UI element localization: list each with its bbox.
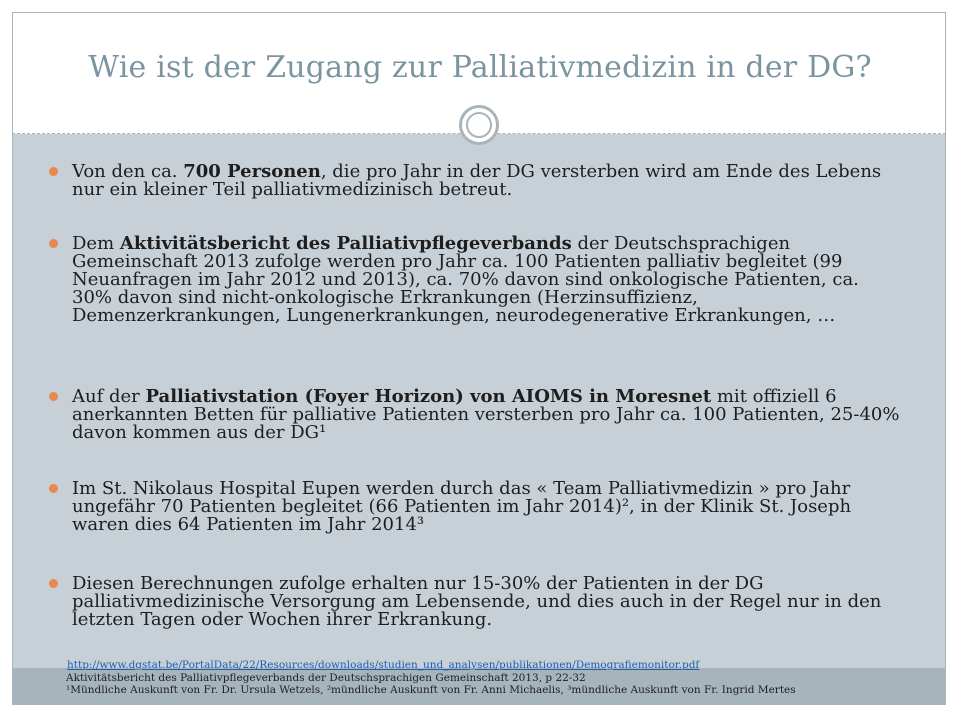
bullet-dot-icon [49, 579, 58, 588]
bullet-run: Auf der [72, 386, 146, 407]
bullet-item [72, 235, 900, 325]
bullet-text [72, 386, 899, 443]
bullet-text [72, 573, 881, 630]
bullet-run: Dem [72, 233, 120, 254]
bullet-dot-icon [49, 167, 58, 176]
bullet-text [72, 478, 851, 535]
source-citation: Aktivitätsbericht des Palliativpflegeverbands der Deutschsprachigen Gemeinschaft 2013, p 22-32 [66, 671, 586, 684]
footer-references [66, 659, 936, 697]
bullet-text [72, 161, 881, 200]
bullet-run: Im St. Nikolaus Hospital Eupen werden durch das « Team Palliativmedizin » pro Jahr ungefähr 70 Patienten begleitet (66 Patienten im Jahr 2014)², in der Klinik St. Joseph waren dies 64 Patienten im Jahr 2014³ [72, 478, 852, 535]
slide-title: Wie ist der Zugang zur Palliativmedizin in der DG? [88, 50, 872, 85]
bullet-item [72, 575, 900, 629]
bullet-dot-icon [49, 484, 58, 493]
bullet-emphasis: Aktivitätsbericht des Palliativpflegeverbands [119, 233, 572, 254]
bullet-run: Diesen Berechnungen zufolge erhalten nur 15-30% der Patienten in der DG palliativmedizinische Versorgung am Lebensende, und dies auch in der Regel nur in den letzten Tagen oder Wochen ihrer Erkrankung. [72, 573, 882, 630]
bullet-dot-icon [49, 392, 58, 401]
bullet-text [72, 233, 859, 326]
bullet-run: der Deutschsprachigen Gemeinschaft 2013 zufolge werden pro Jahr ca. 100 Patienten palliativ begleitet (99 Neuanfragen im Jahr 2012 und 2013), ca. 70% davon sind onkologische Patienten, ca. 30% davon sind nicht-onkologische Erkrankungen (Herzinsuffizienz, Demenzerkrankungen, Lungenerkrankungen, neurodegenerative Erkrankungen, … [72, 233, 859, 326]
source-link[interactable]: http://www.dgstat.be/PortalData/22/Resources/downloads/studien_und_analysen/publikationen/Demografiemonitor.pdf [67, 659, 700, 671]
bullet-run: , die pro Jahr in der DG versterben wird am Ende des Lebens nur ein kleiner Teil palliativmedizinisch betreut. [72, 161, 882, 200]
bullet-emphasis: 700 Personen [183, 161, 321, 182]
bullet-emphasis: Palliativstation (Foyer Horizon) von AIOMS in Moresnet [145, 386, 712, 407]
bullet-item [72, 163, 900, 199]
bullet-dot-icon [49, 239, 58, 248]
bullet-run: Von den ca. [72, 161, 184, 182]
bullet-run: mit offiziell 6 anerkannten Betten für palliative Patienten versterben pro Jahr ca. 100 Patienten, 25-40% davon kommen aus der DG¹ [72, 386, 900, 443]
bullet-item [72, 480, 900, 534]
footnotes: ¹Mündliche Auskunft von Fr. Dr. Ursula Wetzels, ²mündliche Auskunft von Fr. Anni Michaelis, ³mündliche Auskunft von Fr. Ingrid Mertes [66, 684, 796, 696]
bullet-item [72, 388, 900, 442]
